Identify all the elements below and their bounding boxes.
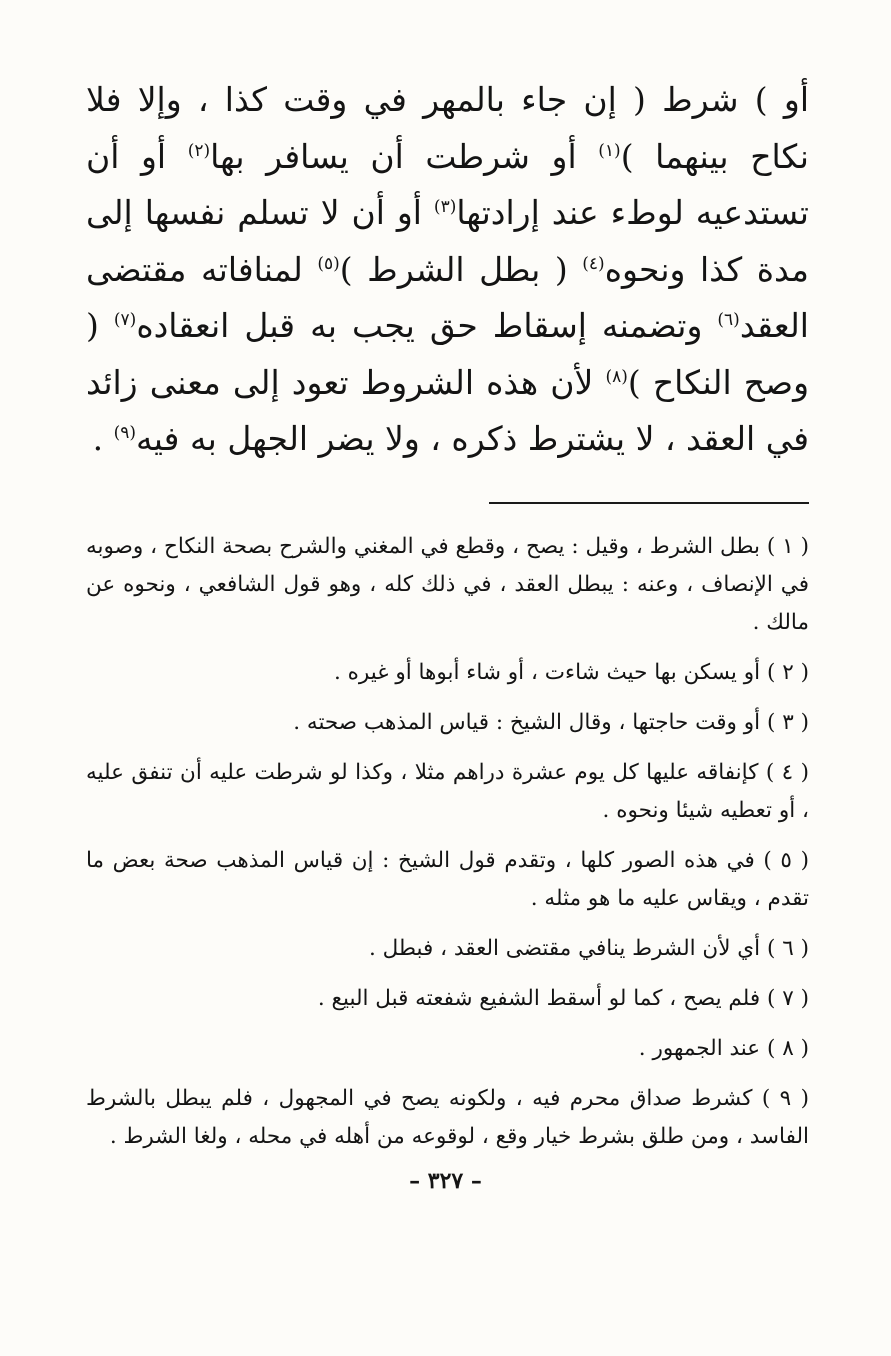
footnote-item — [86, 704, 809, 742]
main-text-run: ( وصح النكاح ) — [86, 306, 809, 402]
footnote-ref: (٧) — [113, 310, 137, 330]
footnote-text: فلم يصح ، كما لو أسقط الشفيع شفعته قبل البيع . — [317, 985, 761, 1011]
footnote-text: عند الجمهور . — [638, 1035, 761, 1061]
main-text-run: أو أن تستدعيه لوطء عند إرادتها — [86, 136, 809, 232]
footnote-number: ( ٦ ) — [766, 935, 809, 961]
footnote-number: ( ٩ ) — [761, 1085, 809, 1111]
footnote-number: ( ١ ) — [766, 533, 809, 559]
footnote-item — [86, 754, 809, 830]
footnote-ref: (٦) — [717, 310, 740, 330]
footnote-ref: (٨) — [605, 366, 628, 387]
footnote-ref: (٢) — [187, 140, 211, 161]
main-text-run: . — [92, 419, 114, 458]
footnote-ref: (٤) — [582, 253, 605, 274]
footnote-item — [86, 930, 809, 968]
main-text-run: أو ) شرط ( إن جاء بالمهر في وقت كذا ، وإلا فلا نكاح بينهما ) — [86, 80, 809, 176]
footnote-number: ( ٨ ) — [766, 1035, 809, 1061]
footnote-text: أو يسكن بها حيث شاءت ، أو شاء أبوها أو غيره . — [333, 659, 761, 685]
footnote-item — [86, 1030, 809, 1068]
footnote-item — [86, 1080, 809, 1156]
footnote-number: ( ٢ ) — [766, 659, 809, 685]
main-text-run: وتضمنه إسقاط حق يجب به قبل انعقاده — [136, 306, 718, 345]
footnote-text: كإنفاقه عليها كل يوم عشرة دراهم مثلا ، وكذا لو شرطت عليه أن تنفق عليه ، أو تعطيه شيئا ونحوه . — [86, 759, 809, 823]
main-text-run: أو شرطت أن يسافر بها — [210, 136, 599, 176]
footnote-ref: (١) — [598, 140, 621, 161]
main-paragraph — [86, 72, 809, 468]
page-number: – ٣٢٧ – — [409, 1168, 482, 1194]
footnote-number: ( ٧ ) — [766, 985, 809, 1011]
footnote-ref: (٥) — [317, 253, 340, 274]
main-text-run: ( بطل الشرط ) — [339, 249, 583, 289]
footnote-ref: (٩) — [113, 423, 137, 443]
footnote-text: كشرط صداق محرم فيه ، ولكونه يصح في المجهول ، فلم يبطل بالشرط الفاسد ، ومن طلق بشرط خيار وقع ، لوقوعه من أهله في محله ، ولغا الشرط . — [86, 1085, 809, 1149]
footnote-text: في هذه الصور كلها ، وتقدم قول الشيخ : إن قياس المذهب صحة بعض ما تقدم ، ويقاس عليه ما هو مثله . — [86, 847, 809, 911]
footnote-divider — [489, 502, 809, 504]
footnote-number: ( ٥ ) — [763, 847, 809, 873]
footnote-item — [86, 842, 809, 918]
footnote-item — [86, 980, 809, 1018]
footnote-text: أو وقت حاجتها ، وقال الشيخ : قياس المذهب صحته . — [293, 709, 761, 735]
footnote-text: بطل الشرط ، وقيل : يصح ، وقطع في المغني والشرح بصحة النكاح ، وصوبه في الإنصاف ، وعنه : يبطل العقد ، في ذلك كله ، وهو قول الشافعي ، ونحوه عن مالك . — [86, 533, 809, 635]
footnote-item — [86, 654, 809, 692]
footnotes — [86, 528, 809, 1156]
footnote-text: أي لأن الشرط ينافي مقتضى العقد ، فبطل . — [368, 935, 761, 961]
main-text — [86, 72, 809, 468]
footnote-ref: (٣) — [433, 197, 457, 217]
main-text-run: لمنافاته مقتضى العقد — [86, 249, 809, 345]
main-text-run: أو أن لا تسلم نفسها إلى مدة كذا ونحوه — [86, 193, 809, 289]
footnote-number: ( ٣ ) — [766, 709, 809, 735]
main-text-run: لأن هذه الشروط تعود إلى معنى زائد في العقد ، لا يشترط ذكره ، ولا يضر الجهل به فيه — [86, 362, 809, 458]
footnote-number: ( ٤ ) — [765, 759, 809, 785]
footnote-item — [86, 528, 809, 642]
